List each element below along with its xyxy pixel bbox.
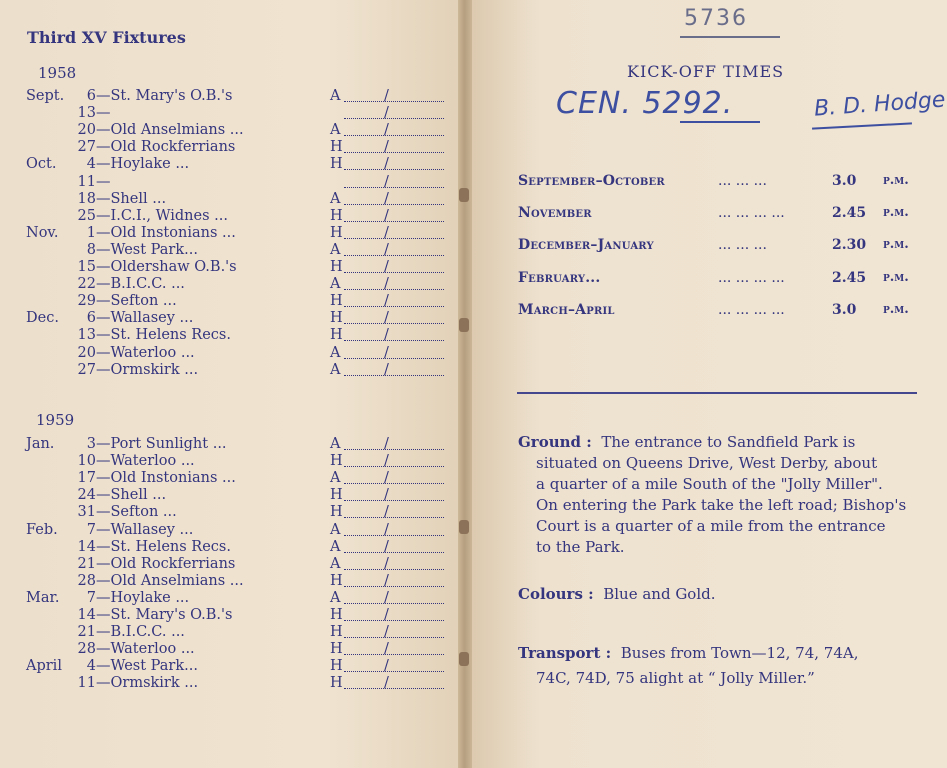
fixture-opponent: —Ormskirk ... xyxy=(96,361,199,378)
kickoff-period: February... xyxy=(518,270,601,286)
fixture-result: / xyxy=(384,487,389,504)
fixture-result: / xyxy=(384,453,389,470)
transport-section xyxy=(518,641,920,691)
fixture-venue: A xyxy=(330,241,341,258)
dot-leader: ... ... ... ... xyxy=(718,205,785,221)
fixture-venue: H xyxy=(330,310,343,327)
fixture-day: 1 xyxy=(86,224,96,241)
fixture-opponent: —Wallasey ... xyxy=(96,310,194,327)
binding-stitch xyxy=(459,652,469,666)
result-line xyxy=(344,152,444,153)
fixture-result: / xyxy=(384,641,389,658)
fixture-result: / xyxy=(384,607,389,623)
kickoff-time: 2.45 xyxy=(832,270,867,286)
fixture-venue: A xyxy=(330,436,341,452)
result-line xyxy=(344,204,444,205)
result-line xyxy=(344,187,444,188)
transport-line: 74C, 74D, 75 alight at “ Jolly Miller.” xyxy=(536,669,815,687)
fixture-opponent: —Sefton ... xyxy=(96,293,177,310)
fixture-day: 7 xyxy=(86,521,96,538)
fixture-venue: H xyxy=(330,293,343,310)
fixture-day: 20 xyxy=(77,344,96,361)
fixture-result: / xyxy=(384,156,389,173)
fixture-venue: H xyxy=(330,572,343,589)
transport-label: Transport : xyxy=(518,644,612,662)
fixture-opponent: —St. Helens Recs. xyxy=(96,538,231,555)
fixture-opponent: —Old Anselmians ... xyxy=(96,572,244,589)
fixture-venue: H xyxy=(330,487,343,504)
result-line xyxy=(344,358,444,359)
fixture-venue: H xyxy=(330,453,343,470)
dot-leader: ... ... ... xyxy=(718,237,767,253)
kickoff-row xyxy=(518,301,918,319)
fixture-opponent: —Old Anselmians ... xyxy=(96,122,244,139)
fixture-opponent: —Port Sunlight ... xyxy=(96,436,227,452)
kickoff-period: December–January xyxy=(518,237,654,253)
fixture-opponent: —Waterloo ... xyxy=(96,453,195,470)
fixture-day: 11 xyxy=(77,173,96,190)
fixture-opponent: —St. Mary's O.B.'s xyxy=(96,88,233,104)
result-line xyxy=(344,272,444,273)
fixture-venue: H xyxy=(330,259,343,275)
result-line xyxy=(344,449,444,450)
fixture-venue: H xyxy=(330,156,343,173)
fixture-day: 24 xyxy=(77,487,96,504)
result-line xyxy=(344,535,444,536)
fixture-day: 6 xyxy=(86,310,96,327)
fixture-opponent: —Oldershaw O.B.'s xyxy=(96,259,237,275)
fixture-result: / xyxy=(384,572,389,589)
transport-line: Buses from Town—12, 74, 74A, xyxy=(620,644,859,662)
fixture-venue: A xyxy=(330,122,341,139)
fixture-result: / xyxy=(384,470,389,487)
kickoff-row xyxy=(518,172,918,190)
fixture-venue: H xyxy=(330,641,343,658)
ground-line: The entrance to Sandfield Park is xyxy=(601,433,856,451)
fixture-day: 11 xyxy=(77,675,96,692)
ground-line: to the Park. xyxy=(536,538,625,556)
year-heading: 1958 xyxy=(38,64,77,82)
colours-label: Colours : xyxy=(518,585,594,603)
fixture-day: 21 xyxy=(77,555,96,572)
fixture-opponent: —B.I.C.C. ... xyxy=(96,624,185,641)
fixture-result: / xyxy=(384,173,389,190)
result-line xyxy=(344,340,444,341)
fixture-month: Oct. xyxy=(26,156,57,173)
fixture-day: 7 xyxy=(86,589,96,606)
result-line xyxy=(344,603,444,604)
fixture-day: 21 xyxy=(77,624,96,641)
fixture-opponent: —Old Rockferrians xyxy=(96,139,236,156)
ground-section xyxy=(518,432,920,558)
fixture-day: 29 xyxy=(77,293,96,310)
fixture-result: / xyxy=(384,436,389,452)
fixture-result: / xyxy=(384,88,389,104)
result-line xyxy=(344,289,444,290)
fixture-result: / xyxy=(384,658,389,675)
fixture-venue: A xyxy=(330,190,341,207)
fixtures-title: Third XV Fixtures xyxy=(27,28,186,47)
result-line xyxy=(344,654,444,655)
result-line xyxy=(344,552,444,553)
result-line xyxy=(344,466,444,467)
fixture-venue: A xyxy=(330,555,341,572)
fixture-opponent: —Hoylake ... xyxy=(96,589,190,606)
fixture-result: / xyxy=(384,504,389,521)
fixture-month: Jan. xyxy=(26,436,55,452)
kickoff-row xyxy=(518,236,918,254)
colours-text: Blue and Gold. xyxy=(603,585,716,603)
fixture-result: / xyxy=(384,310,389,327)
result-line xyxy=(344,323,444,324)
fixture-venue: A xyxy=(330,344,341,361)
fixture-venue: A xyxy=(330,470,341,487)
fixture-result: / xyxy=(384,241,389,258)
fixture-result: / xyxy=(384,190,389,207)
kickoff-time: 3.0 xyxy=(832,302,857,318)
fixture-opponent: —Hoylake ... xyxy=(96,156,190,173)
result-line xyxy=(344,569,444,570)
fixture-result: / xyxy=(384,224,389,241)
fixture-day: 13 xyxy=(77,327,96,344)
fixture-day: 3 xyxy=(86,436,96,452)
fixture-venue: H xyxy=(330,624,343,641)
fixture-result: / xyxy=(384,207,389,224)
fixture-venue: A xyxy=(330,361,341,378)
fixture-day: 31 xyxy=(77,504,96,521)
result-line xyxy=(344,101,444,102)
fixture-day: 10 xyxy=(77,453,96,470)
year-heading: 1959 xyxy=(36,411,75,429)
binding-stitch xyxy=(459,318,469,332)
fixture-opponent: — xyxy=(96,173,111,190)
fixture-opponent: —B.I.C.C. ... xyxy=(96,276,185,293)
fixture-opponent: —Sefton ... xyxy=(96,504,177,521)
fixture-venue: H xyxy=(330,224,343,241)
result-line xyxy=(344,135,444,136)
divider-rule xyxy=(517,392,917,394)
fixture-opponent: —Old Rockferrians xyxy=(96,555,236,572)
dot-leader: ... ... ... ... xyxy=(718,302,785,318)
fixture-venue: H xyxy=(330,504,343,521)
kickoff-period: September–October xyxy=(518,173,665,189)
fixture-opponent: —Ormskirk ... xyxy=(96,675,199,692)
ground-line: On entering the Park take the left road; Bishop's xyxy=(536,496,907,514)
handwritten-reference: CEN. 5292. xyxy=(556,86,734,121)
fixture-result: / xyxy=(384,327,389,344)
fixture-month: Nov. xyxy=(26,224,59,241)
fixture-day: 14 xyxy=(77,607,96,623)
fixture-result: / xyxy=(384,361,389,378)
kickoff-time: 3.0 xyxy=(832,173,857,189)
fixture-result: / xyxy=(384,139,389,156)
fixture-day: 17 xyxy=(77,470,96,487)
fixture-venue: H xyxy=(330,607,343,623)
fixture-day: 28 xyxy=(77,641,96,658)
fixture-opponent: —St. Helens Recs. xyxy=(96,327,231,344)
ground-line: a quarter of a mile South of the "Jolly Miller". xyxy=(536,475,883,493)
binding-stitch xyxy=(459,188,469,202)
fixture-day: 4 xyxy=(86,658,96,675)
ground-label: Ground : xyxy=(518,433,592,451)
fixture-opponent: —I.C.I., Widnes ... xyxy=(96,207,228,224)
fixture-opponent: —Old Instonians ... xyxy=(96,224,236,241)
result-line xyxy=(344,637,444,638)
result-line xyxy=(344,500,444,501)
kickoff-ampm: p.m. xyxy=(883,205,909,220)
fixture-venue: A xyxy=(330,276,341,293)
fixture-opponent: —Shell ... xyxy=(96,487,167,504)
fixture-opponent: —West Park... xyxy=(96,241,198,258)
fixture-opponent: —Shell ... xyxy=(96,190,167,207)
fixture-result: / xyxy=(384,555,389,572)
handwritten-underline xyxy=(680,121,760,123)
result-line xyxy=(344,255,444,256)
fixture-venue: A xyxy=(330,538,341,555)
fixture-opponent: — xyxy=(96,105,111,122)
fixture-result: / xyxy=(384,276,389,293)
fixture-day: 18 xyxy=(77,190,96,207)
fixture-result: / xyxy=(384,122,389,139)
handwritten-signature: B. D. Hodge xyxy=(813,87,947,122)
fixture-venue: H xyxy=(330,658,343,675)
fixture-result: / xyxy=(384,521,389,538)
fixture-day: 20 xyxy=(77,122,96,139)
result-line xyxy=(344,118,444,119)
kickoff-ampm: p.m. xyxy=(883,237,909,252)
kickoff-row xyxy=(518,269,918,287)
fixture-day: 25 xyxy=(77,207,96,224)
kickoff-ampm: p.m. xyxy=(883,302,909,317)
fixture-opponent: —St. Mary's O.B.'s xyxy=(96,607,233,623)
fixture-opponent: —Old Instonians ... xyxy=(96,470,236,487)
result-line xyxy=(344,671,444,672)
fixture-venue: A xyxy=(330,589,341,606)
fixture-day: 27 xyxy=(77,139,96,156)
fixture-month: Feb. xyxy=(26,521,58,538)
result-line xyxy=(344,586,444,587)
fixture-day: 13 xyxy=(77,105,96,122)
result-line xyxy=(344,169,444,170)
fixture-day: 8 xyxy=(86,241,96,258)
fixture-venue: A xyxy=(330,88,341,104)
kickoff-period: November xyxy=(518,205,592,221)
binding-stitch xyxy=(459,520,469,534)
fixture-result: / xyxy=(384,344,389,361)
fixture-day: 28 xyxy=(77,572,96,589)
fixture-month: Sept. xyxy=(26,88,65,104)
fixture-month: April xyxy=(26,658,62,675)
fixture-venue: H xyxy=(330,207,343,224)
kickoff-time: 2.30 xyxy=(832,237,867,253)
fixture-day: 27 xyxy=(77,361,96,378)
fixture-opponent: —Waterloo ... xyxy=(96,641,195,658)
fixture-opponent: —Wallasey ... xyxy=(96,521,194,538)
fixture-day: 4 xyxy=(86,156,96,173)
result-line xyxy=(344,620,444,621)
fixture-month: Dec. xyxy=(26,310,59,327)
ground-line: Court is a quarter of a mile from the entrance xyxy=(536,517,886,535)
fixture-day: 14 xyxy=(77,538,96,555)
fixture-venue: H xyxy=(330,675,343,692)
fixture-month: Mar. xyxy=(26,589,60,606)
result-line xyxy=(344,306,444,307)
fixture-result: / xyxy=(384,105,389,122)
fixture-day: 15 xyxy=(77,259,96,275)
result-line xyxy=(344,221,444,222)
fixture-venue: A xyxy=(330,521,341,538)
fixture-opponent: —Waterloo ... xyxy=(96,344,195,361)
kickoff-ampm: p.m. xyxy=(883,173,909,188)
fixture-day: 22 xyxy=(77,276,96,293)
result-line xyxy=(344,238,444,239)
ground-line: situated on Queens Drive, West Derby, about xyxy=(536,454,878,472)
fixture-venue: H xyxy=(330,327,343,344)
kickoff-time: 2.45 xyxy=(832,205,867,221)
fixture-result: / xyxy=(384,589,389,606)
kickoff-period: March–April xyxy=(518,302,615,318)
fixture-result: / xyxy=(384,675,389,692)
result-line xyxy=(344,688,444,689)
result-line xyxy=(344,375,444,376)
fixture-result: / xyxy=(384,624,389,641)
fixture-result: / xyxy=(384,538,389,555)
fixture-result: / xyxy=(384,293,389,310)
fixture-result: / xyxy=(384,259,389,275)
result-line xyxy=(344,483,444,484)
fixture-venue: H xyxy=(330,139,343,156)
dot-leader: ... ... ... ... xyxy=(718,270,785,286)
kickoff-title: KICK-OFF TIMES xyxy=(627,62,785,81)
kickoff-row xyxy=(518,204,918,222)
fixture-day: 6 xyxy=(86,88,96,104)
result-line xyxy=(344,517,444,518)
handwritten-number: 5736 xyxy=(684,6,748,31)
dot-leader: ... ... ... xyxy=(718,173,767,189)
fixture-opponent: —West Park... xyxy=(96,658,198,675)
kickoff-ampm: p.m. xyxy=(883,270,909,285)
colours-section xyxy=(518,584,920,605)
handwritten-underline xyxy=(680,36,780,38)
